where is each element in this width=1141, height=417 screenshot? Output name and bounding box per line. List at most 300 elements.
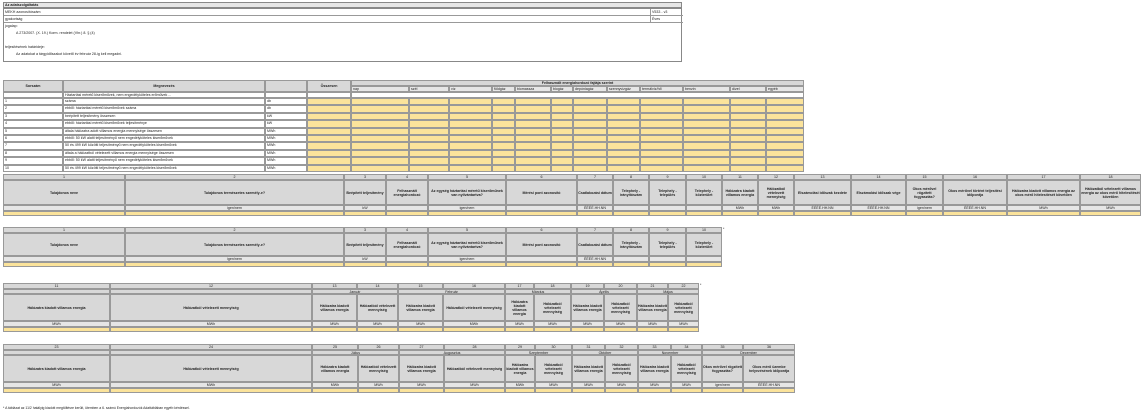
col-input[interactable] — [613, 262, 649, 267]
col-number: 9 — [649, 174, 686, 180]
col-input[interactable] — [686, 262, 722, 267]
row-energy-input[interactable] — [766, 105, 804, 112]
row-energy-input[interactable] — [551, 105, 573, 112]
row-energy-input[interactable] — [683, 113, 730, 120]
col-unit: MWh — [312, 321, 357, 327]
col-unit: MWh — [758, 205, 794, 211]
col-input[interactable] — [3, 211, 125, 216]
row-energy-input[interactable] — [640, 157, 683, 164]
row-energy-input[interactable] — [573, 165, 607, 172]
col-number: 15 — [398, 283, 443, 289]
col-unit: MWh — [571, 321, 604, 327]
row-total-input[interactable] — [307, 128, 351, 135]
month-label: Április — [571, 289, 637, 294]
col-number: 6 — [506, 174, 577, 180]
col-number: 34 — [671, 344, 702, 350]
row-energy-input[interactable] — [551, 135, 573, 142]
row-energy-input[interactable] — [551, 128, 573, 135]
row-number: 4 — [3, 120, 63, 127]
col-unit: MWh — [535, 382, 572, 388]
energy-type-11: egyéb — [766, 86, 804, 92]
energy-type-6: depóniagáz — [573, 86, 607, 92]
col-input[interactable] — [637, 327, 668, 332]
row-energy-input[interactable] — [683, 98, 730, 105]
row-energy-input[interactable] — [409, 105, 449, 112]
col-input[interactable] — [428, 262, 506, 267]
row-energy-input[interactable] — [515, 157, 551, 164]
row-energy-input[interactable] — [492, 128, 515, 135]
row-energy-input[interactable] — [573, 120, 607, 127]
col-number: 16 — [943, 174, 1007, 180]
col-input[interactable] — [943, 211, 1007, 216]
col-label: Beépített teljesítmény — [344, 180, 386, 205]
col-input[interactable] — [344, 262, 386, 267]
table-owner-detail — [3, 174, 1140, 221]
row-energy-input[interactable] — [607, 98, 640, 105]
col-label: Hálózatra kiadott villamos energia — [3, 355, 110, 382]
col-number: 15 — [906, 174, 943, 180]
row-subhead-label: Háztartási méretű kiserőművek, nem engedélyköteles erőművek ... — [63, 92, 265, 98]
row-total-input[interactable] — [307, 98, 351, 105]
col-label: Hálózatra kiadott villamos energia — [399, 355, 444, 382]
col-input[interactable] — [743, 388, 795, 393]
col-number: 18 — [1080, 174, 1141, 180]
col-input[interactable] — [605, 388, 638, 393]
row-label: ebből: 50 kW alatti teljesítményű nem engedélyköteles kiserőművek — [63, 135, 265, 142]
row-energy-input[interactable] — [351, 105, 409, 112]
energy-type-0: nap — [351, 86, 409, 92]
row-energy-input[interactable] — [683, 142, 730, 149]
row-energy-input[interactable] — [573, 98, 607, 105]
row-energy-input[interactable] — [640, 142, 683, 149]
row-energy-input[interactable] — [449, 113, 492, 120]
col-number: 21 — [637, 283, 668, 289]
row-energy-input[interactable] — [573, 113, 607, 120]
row-energy-input[interactable] — [607, 105, 640, 112]
col-label: Hálózatra kiadott villamos energia — [505, 294, 534, 321]
col-number: 24 — [110, 344, 312, 350]
col-number: 30 — [535, 344, 572, 350]
row-energy-input[interactable] — [683, 120, 730, 127]
row-energy-input[interactable] — [492, 105, 515, 112]
row-unit: db — [265, 98, 307, 105]
col-number: 8 — [613, 227, 649, 233]
row-number: 10 — [3, 165, 63, 172]
col-label: Hálózatra kiadott villamos energia — [398, 294, 443, 321]
row-energy-input[interactable] — [515, 105, 551, 112]
row-energy-input[interactable] — [730, 150, 766, 157]
col-input[interactable] — [722, 211, 758, 216]
row-energy-input[interactable] — [492, 113, 515, 120]
col-input[interactable] — [505, 388, 535, 393]
row-energy-input[interactable] — [607, 157, 640, 164]
table-summary — [3, 80, 778, 172]
row-energy-input[interactable] — [515, 142, 551, 149]
row-energy-input[interactable] — [683, 105, 730, 112]
row-energy-input[interactable] — [409, 113, 449, 120]
col-input[interactable] — [686, 211, 722, 216]
row-energy-input[interactable] — [515, 150, 551, 157]
row-label: általa hálózatra adott villamos energia mennyisége összesen — [63, 128, 265, 135]
info-header: Az adatszolgáltatás — [3, 2, 682, 8]
row-energy-input[interactable] — [351, 113, 409, 120]
row-energy-input[interactable] — [351, 142, 409, 149]
col-input[interactable] — [794, 211, 851, 216]
col-input[interactable] — [386, 211, 428, 216]
col-label: Tulajdonos természetes személy-e? — [125, 233, 344, 256]
row-number: 6 — [3, 135, 63, 142]
col-label: Felhasznált energiahordozó — [386, 180, 428, 205]
col-input[interactable] — [613, 211, 649, 216]
col-input[interactable] — [577, 262, 613, 267]
col-label: Felhasznált energiahordozó — [386, 233, 428, 256]
row-label: száma — [63, 98, 265, 105]
row-energy-input[interactable] — [640, 150, 683, 157]
row-energy-input[interactable] — [766, 113, 804, 120]
row-energy-input[interactable] — [449, 165, 492, 172]
row-energy-input[interactable] — [351, 165, 409, 172]
row-energy-input[interactable] — [766, 150, 804, 157]
col-input[interactable] — [386, 262, 428, 267]
row-energy-input[interactable] — [515, 98, 551, 105]
col-input[interactable] — [444, 388, 505, 393]
col-label: Hálózatból vételezett villamos energia az okos mérő hitelesítését követően — [1080, 180, 1141, 205]
month-label: Október — [572, 350, 638, 355]
month-label: Március — [505, 289, 571, 294]
row-energy-input[interactable] — [409, 98, 449, 105]
row-energy-input[interactable] — [409, 150, 449, 157]
col-input[interactable] — [906, 211, 943, 216]
col-number: 18 — [534, 283, 571, 289]
col-input[interactable] — [428, 211, 506, 216]
row-unit: MWh — [265, 135, 307, 142]
row-energy-input[interactable] — [640, 165, 683, 172]
row-label: 50 és 499 kW közötti teljesítményű nem engedélyköteles kiserőművek — [63, 142, 265, 149]
col-input[interactable] — [604, 327, 637, 332]
row-energy-input[interactable] — [683, 128, 730, 135]
row-energy-input[interactable] — [573, 157, 607, 164]
row-energy-input[interactable] — [449, 105, 492, 112]
col-unit: MWh — [534, 321, 571, 327]
col-input[interactable] — [3, 327, 110, 332]
col-unit: MWh — [444, 382, 505, 388]
row-energy-input[interactable] — [730, 135, 766, 142]
col-input[interactable] — [668, 327, 699, 332]
col-unit: MWh — [638, 382, 671, 388]
row-energy-input[interactable] — [730, 105, 766, 112]
col-number: 23 — [3, 344, 110, 350]
row-energy-input[interactable] — [515, 120, 551, 127]
row-energy-input[interactable] — [640, 113, 683, 120]
row-energy-input[interactable] — [607, 135, 640, 142]
table-owner-basic — [3, 227, 725, 272]
col-number: 12 — [110, 283, 312, 289]
row-unit: MWh — [265, 165, 307, 172]
row-energy-input[interactable] — [449, 120, 492, 127]
col-input[interactable] — [506, 211, 577, 216]
row-energy-input[interactable] — [551, 142, 573, 149]
row-energy-input[interactable] — [551, 113, 573, 120]
col-input[interactable] — [312, 388, 358, 393]
row-energy-input[interactable] — [640, 98, 683, 105]
row-energy-input[interactable] — [409, 120, 449, 127]
col-label: Telephely - közterület — [686, 233, 722, 256]
row-energy-input[interactable] — [551, 165, 573, 172]
row-energy-input[interactable] — [607, 113, 640, 120]
col-input[interactable] — [110, 327, 312, 332]
row-energy-input[interactable] — [683, 150, 730, 157]
row-energy-input[interactable] — [683, 165, 730, 172]
col-unit: MWh — [357, 321, 398, 327]
col-input[interactable] — [344, 211, 386, 216]
col-number: 7 — [577, 227, 613, 233]
row-total-input[interactable] — [307, 105, 351, 112]
row-energy-input[interactable] — [766, 157, 804, 164]
col-input[interactable] — [535, 388, 572, 393]
row-total-input[interactable] — [307, 135, 351, 142]
col-input[interactable] — [577, 211, 613, 216]
col-input[interactable] — [851, 211, 906, 216]
col-label: Telephely - település — [649, 233, 686, 256]
col-unit: ÉÉÉÉ.HH.NN — [794, 205, 851, 211]
row-energy-input[interactable] — [515, 165, 551, 172]
col-input[interactable] — [399, 388, 444, 393]
row-energy-input[interactable] — [449, 135, 492, 142]
row-energy-input[interactable] — [409, 135, 449, 142]
col-unit: MWh — [505, 321, 534, 327]
col-number: 32 — [605, 344, 638, 350]
row-total-input[interactable] — [307, 120, 351, 127]
col-unit: MWh — [312, 382, 358, 388]
row-energy-input[interactable] — [409, 165, 449, 172]
col-header-megnevezes: Megnevezés — [63, 80, 265, 92]
energy-type-9: benzin — [683, 86, 730, 92]
col-label: Tulajdonos természetes személy-e? — [125, 180, 344, 205]
row-energy-input[interactable] — [573, 105, 607, 112]
row-energy-input[interactable] — [492, 120, 515, 127]
row-energy-input[interactable] — [515, 128, 551, 135]
col-input[interactable] — [758, 211, 794, 216]
row-energy-input[interactable] — [492, 135, 515, 142]
col-number: 11 — [3, 283, 110, 289]
col-unit: MWh — [1007, 205, 1080, 211]
row-unit: MWh — [265, 142, 307, 149]
col-number: 5 — [428, 174, 506, 180]
month-label: Augusztus — [399, 350, 505, 355]
row-energy-input[interactable] — [551, 98, 573, 105]
row-energy-input[interactable] — [492, 165, 515, 172]
col-unit: igen/nem — [906, 205, 943, 211]
row-energy-input[interactable] — [492, 150, 515, 157]
row-energy-input[interactable] — [515, 135, 551, 142]
row-number: 9 — [3, 157, 63, 164]
col-unit: ÉÉÉÉ.HH.NN — [577, 256, 613, 262]
col-input[interactable] — [702, 388, 743, 393]
col-label: Az egység háztartási méretű kiserőműnek van nyilvántartva? — [428, 180, 506, 205]
col-input[interactable] — [505, 327, 534, 332]
row-total-input[interactable] — [307, 150, 351, 157]
col-label: Hálózatra kiadott villamos energia — [572, 355, 605, 382]
row-energy-input[interactable] — [551, 157, 573, 164]
row-energy-input[interactable] — [766, 98, 804, 105]
col-input[interactable] — [1007, 211, 1080, 216]
col-label: Hálózatra kiadott villamos energia — [505, 355, 535, 382]
row-number: 5 — [3, 128, 63, 135]
col-input[interactable] — [357, 327, 398, 332]
col-number: 36 — [743, 344, 795, 350]
row-energy-input[interactable] — [351, 135, 409, 142]
row-energy-input[interactable] — [351, 128, 409, 135]
col-input[interactable] — [534, 327, 571, 332]
col-unit: igen/nem — [702, 382, 743, 388]
energy-type-10: dízel — [730, 86, 766, 92]
col-label: Okos mérő üzembe helyezésének időpontja — [743, 355, 795, 382]
row-energy-input[interactable] — [766, 120, 804, 127]
row-energy-input[interactable] — [573, 142, 607, 149]
row-energy-input[interactable] — [607, 165, 640, 172]
row-energy-input[interactable] — [351, 120, 409, 127]
row-energy-input[interactable] — [409, 157, 449, 164]
row-energy-input[interactable] — [449, 142, 492, 149]
row-total-input[interactable] — [307, 157, 351, 164]
col-input[interactable] — [572, 388, 605, 393]
col-input[interactable] — [3, 262, 125, 267]
energy-type-7: szennyvízgáz — [607, 86, 640, 92]
col-unit: igen/nem — [125, 205, 344, 211]
row-energy-input[interactable] — [766, 128, 804, 135]
col-label: Telephely - irányítószám — [613, 233, 649, 256]
row-energy-input[interactable] — [730, 113, 766, 120]
col-label: Elszámolási időszak kezdete — [794, 180, 851, 205]
row-unit: kW — [265, 113, 307, 120]
info-legal-basis-label: jogalap: — [5, 24, 18, 28]
row-number: 3 — [3, 113, 63, 120]
col-label: Hálózatból vételezett mennyiség — [535, 355, 572, 382]
col-input[interactable] — [125, 262, 344, 267]
row-energy-input[interactable] — [607, 128, 640, 135]
row-energy-input[interactable] — [449, 128, 492, 135]
row-energy-input[interactable] — [730, 120, 766, 127]
row-label: 50 és 499 kW közötti teljesítményű nem engedélyköteles kiserőművek — [63, 165, 265, 172]
col-label: Hálózatból vételezett mennyiség — [358, 355, 399, 382]
row-energy-input[interactable] — [683, 157, 730, 164]
row-energy-input[interactable] — [351, 157, 409, 164]
col-input[interactable] — [358, 388, 399, 393]
col-input[interactable] — [125, 211, 344, 216]
col-unit: MWh — [398, 321, 443, 327]
row-energy-input[interactable] — [573, 128, 607, 135]
row-energy-input[interactable] — [640, 135, 683, 142]
col-unit: ÉÉÉÉ.HH.NN — [743, 382, 795, 388]
col-input[interactable] — [506, 262, 577, 267]
col-label: Tulajdonos neve — [3, 233, 125, 256]
row-unit: kW — [265, 120, 307, 127]
row-energy-input[interactable] — [766, 142, 804, 149]
col-input[interactable] — [649, 262, 686, 267]
row-number: 7 — [3, 142, 63, 149]
col-unit: MWh — [1080, 205, 1141, 211]
col-input[interactable] — [110, 388, 312, 393]
row-energy-input[interactable] — [730, 128, 766, 135]
row-energy-input[interactable] — [730, 165, 766, 172]
col-number: 11 — [722, 174, 758, 180]
col-label: Hálózatra kiadott villamos energia — [312, 294, 357, 321]
col-number: 29 — [505, 344, 535, 350]
row-energy-input[interactable] — [492, 142, 515, 149]
row-energy-input[interactable] — [640, 105, 683, 112]
row-energy-input[interactable] — [607, 150, 640, 157]
col-number: 22 — [668, 283, 699, 289]
row-energy-input[interactable] — [351, 150, 409, 157]
col-input[interactable] — [398, 327, 443, 332]
col-input[interactable] — [312, 327, 357, 332]
row-energy-input[interactable] — [551, 120, 573, 127]
month-label: Július — [312, 350, 399, 355]
col-input[interactable] — [3, 388, 110, 393]
row-energy-input[interactable] — [551, 150, 573, 157]
row-energy-input[interactable] — [766, 135, 804, 142]
col-number: 13 — [312, 283, 357, 289]
col-input[interactable] — [1080, 211, 1141, 216]
row-energy-input[interactable] — [449, 157, 492, 164]
row-energy-input[interactable] — [730, 157, 766, 164]
col-input[interactable] — [671, 388, 702, 393]
col-label: Csatlakozási dátum — [577, 233, 613, 256]
row-total-input[interactable] — [307, 142, 351, 149]
col-label: Hálózatra kiadott villamos energia az okos mérő hitelesítését követően — [1007, 180, 1080, 205]
row-total-input[interactable] — [307, 165, 351, 172]
row-energy-input[interactable] — [573, 135, 607, 142]
col-label: Telephely - irányítószám — [613, 180, 649, 205]
col-label: Beépített teljesítmény — [344, 233, 386, 256]
row-energy-input[interactable] — [730, 142, 766, 149]
row-energy-input[interactable] — [607, 142, 640, 149]
row-energy-input[interactable] — [409, 142, 449, 149]
row-energy-input[interactable] — [409, 128, 449, 135]
row-unit: MWh — [265, 150, 307, 157]
col-unit: MWh — [358, 382, 399, 388]
info-row-frequency: gyakoriság Éves — [4, 16, 683, 23]
col-number: 28 — [444, 344, 505, 350]
col-unit: MWh — [572, 382, 605, 388]
row-energy-input[interactable] — [515, 113, 551, 120]
col-unit: MWh — [637, 321, 668, 327]
col-input[interactable] — [649, 211, 686, 216]
row-energy-input[interactable] — [573, 150, 607, 157]
row-energy-input[interactable] — [640, 120, 683, 127]
row-total-input[interactable] — [307, 113, 351, 120]
col-label: Hálózatra kiadott villamos energia — [638, 355, 671, 382]
col-number: 6 — [506, 227, 577, 233]
month-label: Szeptember — [505, 350, 572, 355]
row-energy-input[interactable] — [730, 98, 766, 105]
col-input[interactable] — [571, 327, 604, 332]
row-energy-input[interactable] — [492, 157, 515, 164]
row-energy-input[interactable] — [640, 128, 683, 135]
row-energy-input[interactable] — [766, 165, 804, 172]
row-energy-input[interactable] — [449, 150, 492, 157]
col-input[interactable] — [443, 327, 505, 332]
col-input[interactable] — [638, 388, 671, 393]
col-number: 19 — [571, 283, 604, 289]
col-unit: ÉÉÉÉ.HH.NN — [577, 205, 613, 211]
row-energy-input[interactable] — [683, 135, 730, 142]
col-number: 17 — [1007, 174, 1080, 180]
row-energy-input[interactable] — [492, 98, 515, 105]
row-energy-input[interactable] — [351, 98, 409, 105]
row-energy-input[interactable] — [607, 120, 640, 127]
row-energy-input[interactable] — [449, 98, 492, 105]
